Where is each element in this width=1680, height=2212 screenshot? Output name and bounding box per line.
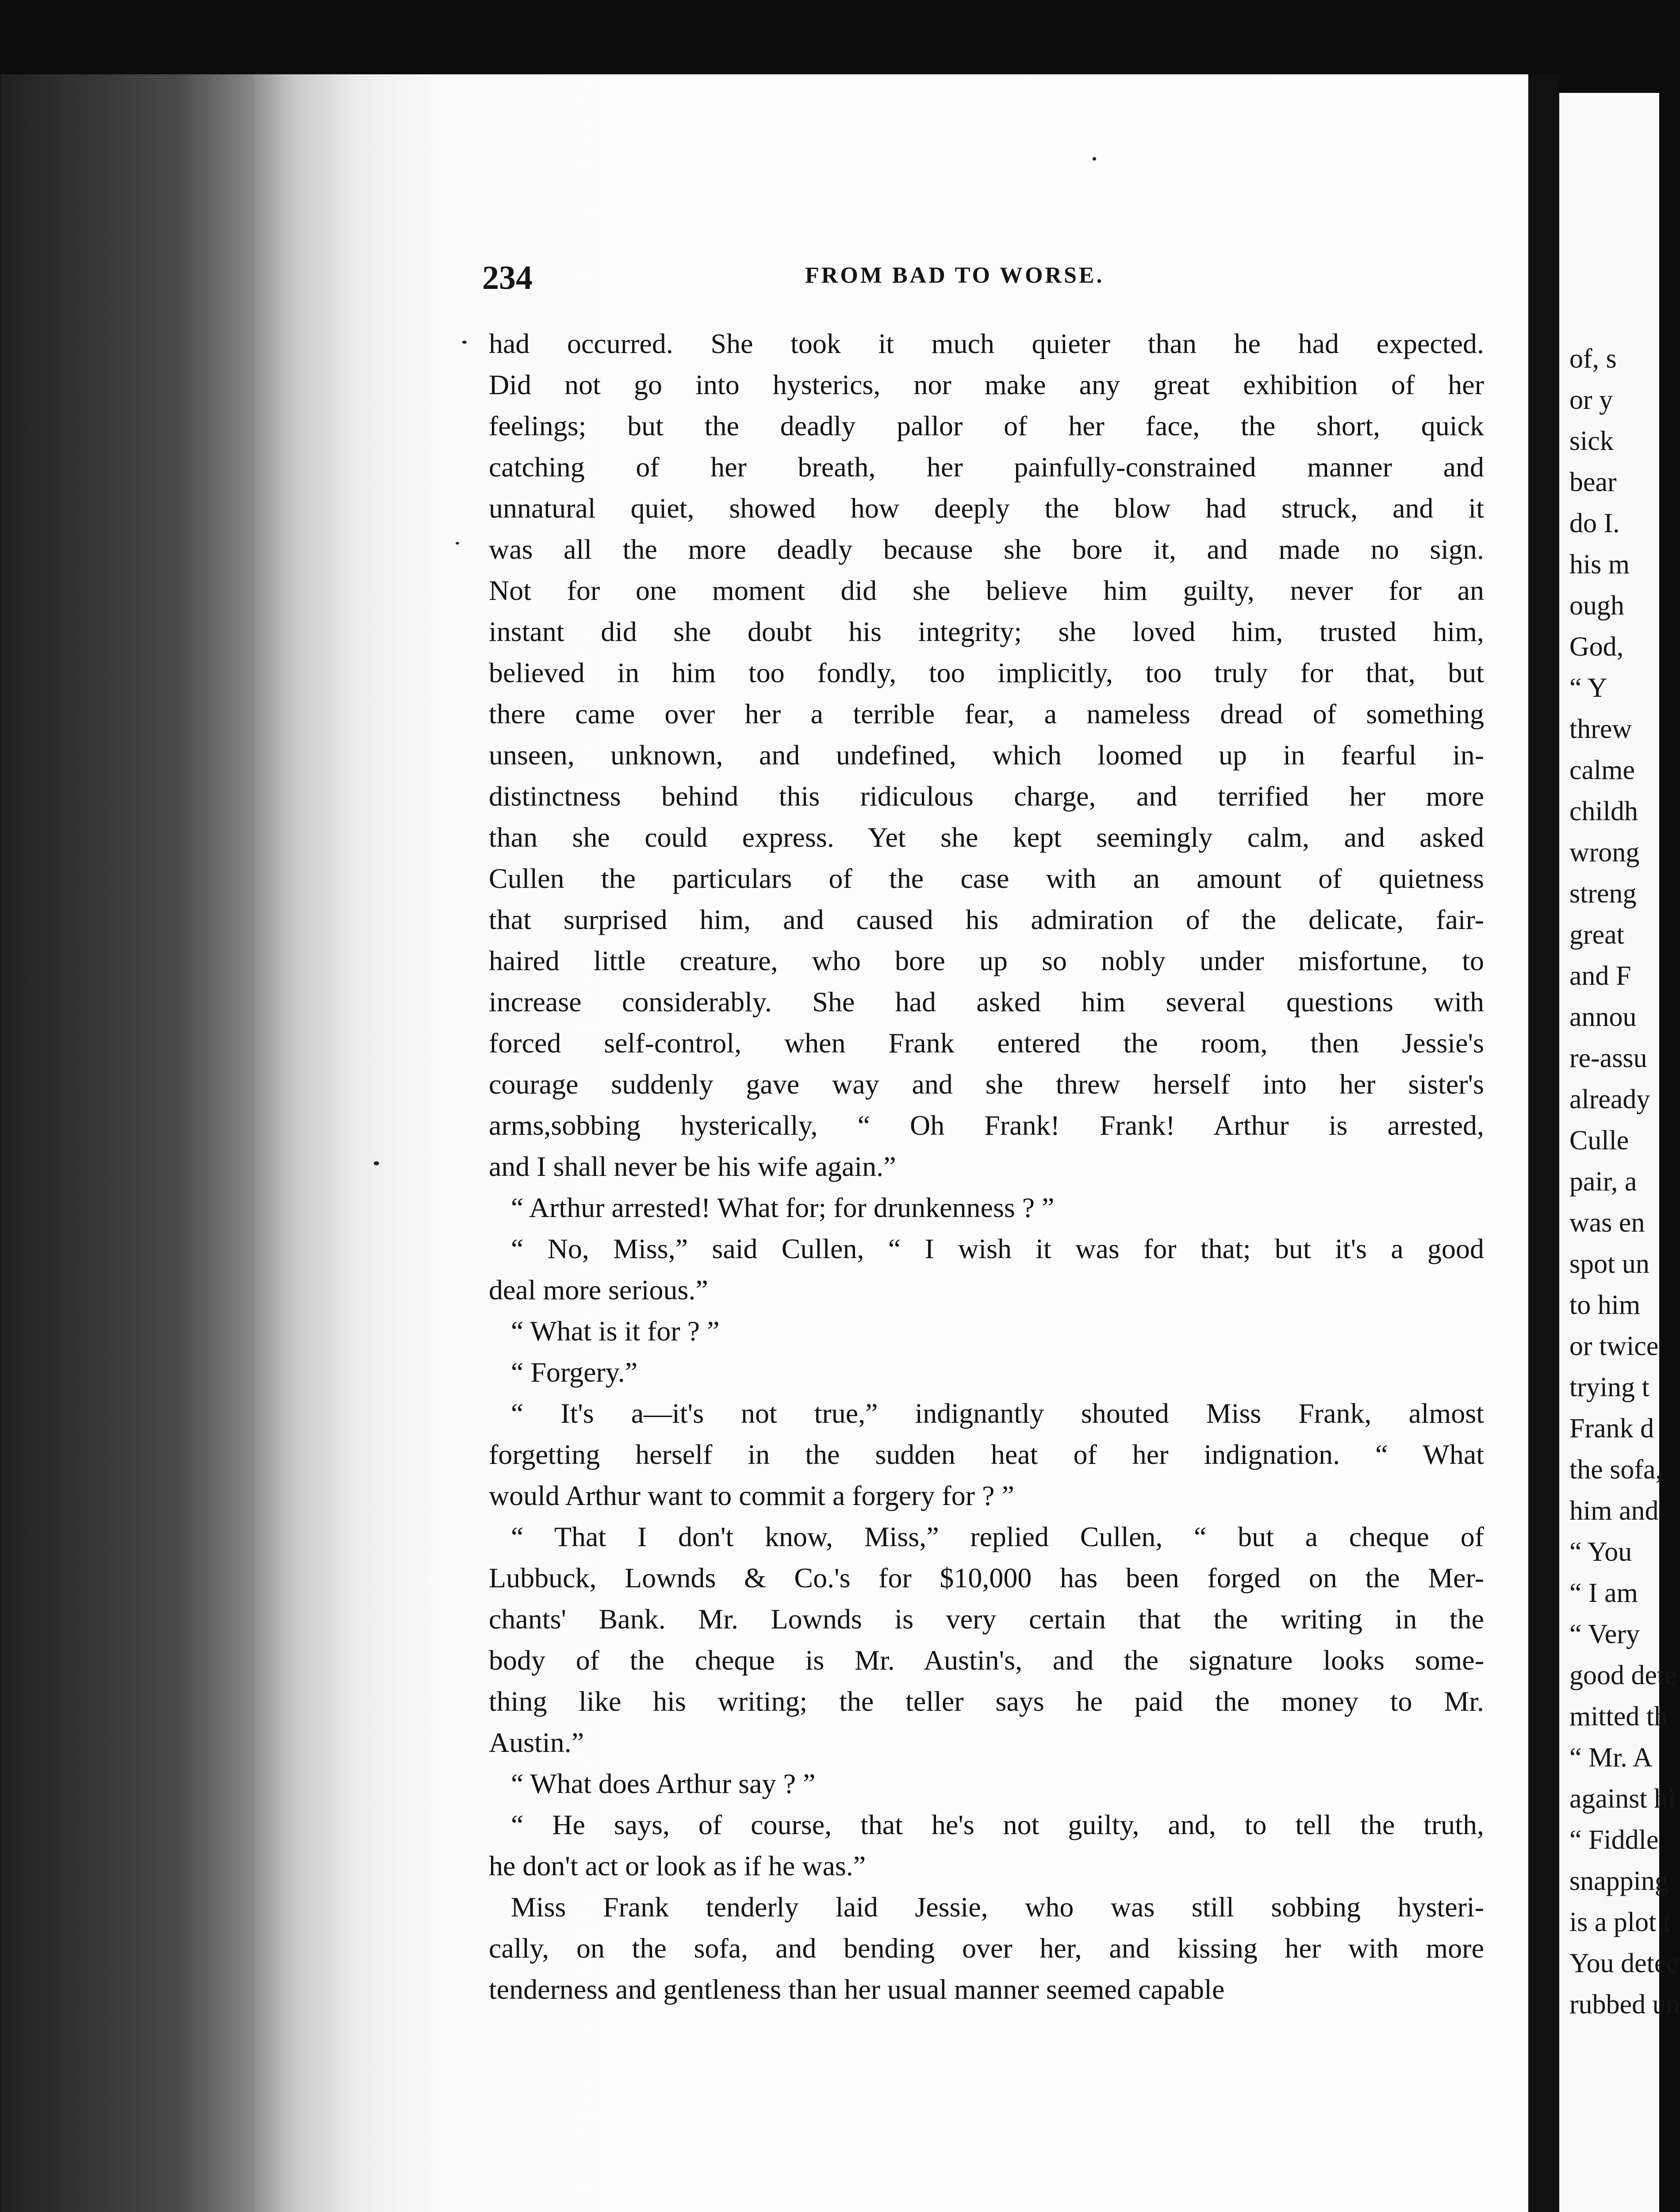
- facing-text-fragment: rubbed un: [1569, 1989, 1680, 2020]
- facing-text-fragment: “ Y: [1569, 673, 1607, 703]
- facing-text-fragment: God,: [1569, 632, 1624, 662]
- text-line: and I shall never be his wife again.”: [489, 1151, 896, 1182]
- facing-text-fragment: “ Mr. A: [1569, 1743, 1653, 1773]
- facing-text-fragment: or twice: [1569, 1331, 1659, 1361]
- text-line: catching of her breath, her painfully-constrained manner and: [489, 451, 1484, 483]
- facing-text-fragment: pair, a: [1569, 1167, 1637, 1197]
- text-line: Lubbuck, Lownds & Co.'s for $10,000 has been forged on the Mer-: [489, 1562, 1484, 1594]
- text-line: Did not go into hysterics, nor make any great exhibition of her: [489, 369, 1484, 400]
- text-line: had occurred. She took it much quieter than he had expected.: [489, 328, 1484, 359]
- page-edge-shadow: [1528, 74, 1559, 2212]
- text-line: “ He says, of course, that he's not guilty, and, to tell the truth,: [511, 1809, 1484, 1840]
- text-line: increase considerably. She had asked him several questions with: [489, 986, 1484, 1018]
- facing-text-fragment: is a plot t: [1569, 1907, 1671, 1937]
- facing-text-fragment: him and: [1569, 1496, 1659, 1526]
- text-line: than she could express. Yet she kept seemingly calm, and asked: [489, 822, 1484, 853]
- facing-text-fragment: and F: [1569, 961, 1631, 991]
- text-line: there came over her a terrible fear, a nameless dread of something: [489, 698, 1484, 730]
- text-line: Austin.”: [489, 1727, 584, 1758]
- ink-speck: [1093, 157, 1096, 161]
- text-line: Cullen the particulars of the case with an amount of quietness: [489, 863, 1484, 894]
- running-title: FROM BAD TO WORSE.: [805, 263, 1105, 288]
- text-line: “ What is it for ? ”: [511, 1315, 720, 1347]
- text-line: unseen, unknown, and undefined, which loomed up in fearful in-: [489, 739, 1484, 771]
- facing-text-fragment: wrong: [1569, 837, 1640, 868]
- text-line: “ Forgery.”: [511, 1356, 638, 1388]
- facing-text-fragment: do I.: [1569, 508, 1620, 538]
- facing-text-fragment: calme: [1569, 755, 1635, 785]
- ink-speck: [456, 542, 459, 545]
- binding-gutter: [0, 74, 255, 2212]
- text-line: instant did she doubt his integrity; she loved him, trusted him,: [489, 616, 1484, 647]
- facing-text-fragment: of, s: [1569, 344, 1617, 374]
- page-body-text: [489, 323, 1484, 2010]
- facing-text-fragment: sick: [1569, 426, 1614, 456]
- text-line: he don't act or look as if he was.”: [489, 1850, 866, 1882]
- facing-text-fragment: mitted th: [1569, 1701, 1668, 1732]
- facing-text-fragment: spot un: [1569, 1249, 1649, 1279]
- facing-text-fragment: streng: [1569, 879, 1637, 909]
- ink-speck: [374, 1161, 379, 1165]
- text-line: that surprised him, and caused his admiration of the delicate, fair-: [489, 904, 1484, 935]
- text-line: unnatural quiet, showed how deeply the blow had struck, and it: [489, 492, 1484, 524]
- running-head: [482, 259, 1526, 294]
- facing-text-fragment: annou: [1569, 1002, 1637, 1032]
- text-line: body of the cheque is Mr. Austin's, and the signature looks some-: [489, 1644, 1484, 1676]
- facing-text-fragment: “ Very: [1569, 1619, 1640, 1649]
- facing-text-fragment: “ I am: [1569, 1578, 1638, 1608]
- facing-text-fragment: against hi: [1569, 1784, 1676, 1814]
- text-line: feelings; but the deadly pallor of her face, the short, quick: [489, 410, 1484, 442]
- facing-text-fragment: trying t: [1569, 1372, 1649, 1402]
- text-line: deal more serious.”: [489, 1274, 708, 1306]
- text-line: cally, on the sofa, and bending over her, and kissing her with more: [489, 1932, 1484, 1964]
- facing-text-fragment: Frank d: [1569, 1413, 1654, 1444]
- facing-text-fragment: to him: [1569, 1290, 1641, 1320]
- facing-text-fragment: You detec: [1569, 1948, 1679, 1978]
- text-line: Not for one moment did she believe him guilty, never for an: [489, 575, 1484, 606]
- text-line: was all the more deadly because she bore it, and made no sign.: [489, 534, 1484, 565]
- facing-text-fragment: childh: [1569, 796, 1638, 826]
- text-line: chants' Bank. Mr. Lownds is very certain that the writing in the: [489, 1603, 1484, 1635]
- facing-text-fragment: bear: [1569, 467, 1617, 497]
- text-line: distinctness behind this ridiculous charge, and terrified her more: [489, 780, 1484, 812]
- facing-text-fragment: threw: [1569, 714, 1632, 744]
- facing-text-fragment: snapping: [1569, 1866, 1668, 1896]
- text-line: thing like his writing; the teller says he paid the money to Mr.: [489, 1686, 1484, 1717]
- facing-text-fragment: Culle: [1569, 1125, 1629, 1156]
- facing-text-fragment: ough: [1569, 591, 1624, 621]
- facing-text-fragment: already: [1569, 1084, 1650, 1114]
- text-line: would Arthur want to commit a forgery for ? ”: [489, 1480, 1014, 1511]
- facing-text-fragment: re-assu: [1569, 1043, 1647, 1073]
- facing-text-fragment: “ Fiddle: [1569, 1825, 1659, 1855]
- text-line: tenderness and gentleness than her usual manner seemed capable: [489, 1974, 1225, 2005]
- text-line: haired little creature, who bore up so nobly under misfortune, to: [489, 945, 1484, 976]
- text-line: arms,sobbing hysterically, “ Oh Frank! Frank! Arthur is arrested,: [489, 1110, 1484, 1141]
- text-line: courage suddenly gave way and she threw herself into her sister's: [489, 1068, 1484, 1100]
- facing-page-text: [1569, 338, 1680, 2025]
- facing-text-fragment: good dete: [1569, 1660, 1677, 1690]
- ink-speck: [462, 341, 467, 344]
- text-line: forced self-control, when Frank entered the room, then Jessie's: [489, 1027, 1484, 1059]
- facing-text-fragment: his m: [1569, 549, 1630, 580]
- text-line: “ Arthur arrested! What for; for drunkenness ? ”: [511, 1192, 1055, 1223]
- text-line: Miss Frank tenderly laid Jessie, who was still sobbing hysteri-: [511, 1891, 1484, 1923]
- text-line: believed in him too fondly, too implicitly, too truly for that, but: [489, 657, 1484, 688]
- text-line: “ That I don't know, Miss,” replied Cullen, “ but a cheque of: [511, 1521, 1484, 1552]
- page-number: 234: [482, 259, 533, 296]
- facing-text-fragment: great: [1569, 920, 1624, 950]
- text-line: “ It's a—it's not true,” indignantly shouted Miss Frank, almost: [511, 1398, 1484, 1429]
- text-line: “ No, Miss,” said Cullen, “ I wish it was for that; but it's a good: [511, 1233, 1484, 1264]
- text-line: “ What does Arthur say ? ”: [511, 1768, 816, 1799]
- text-line: forgetting herself in the sudden heat of her indignation. “ What: [489, 1439, 1484, 1470]
- facing-text-fragment: “ You: [1569, 1537, 1632, 1567]
- facing-text-fragment: or y: [1569, 385, 1613, 415]
- facing-text-fragment: was en: [1569, 1208, 1645, 1238]
- facing-text-fragment: the sofa,: [1569, 1455, 1663, 1485]
